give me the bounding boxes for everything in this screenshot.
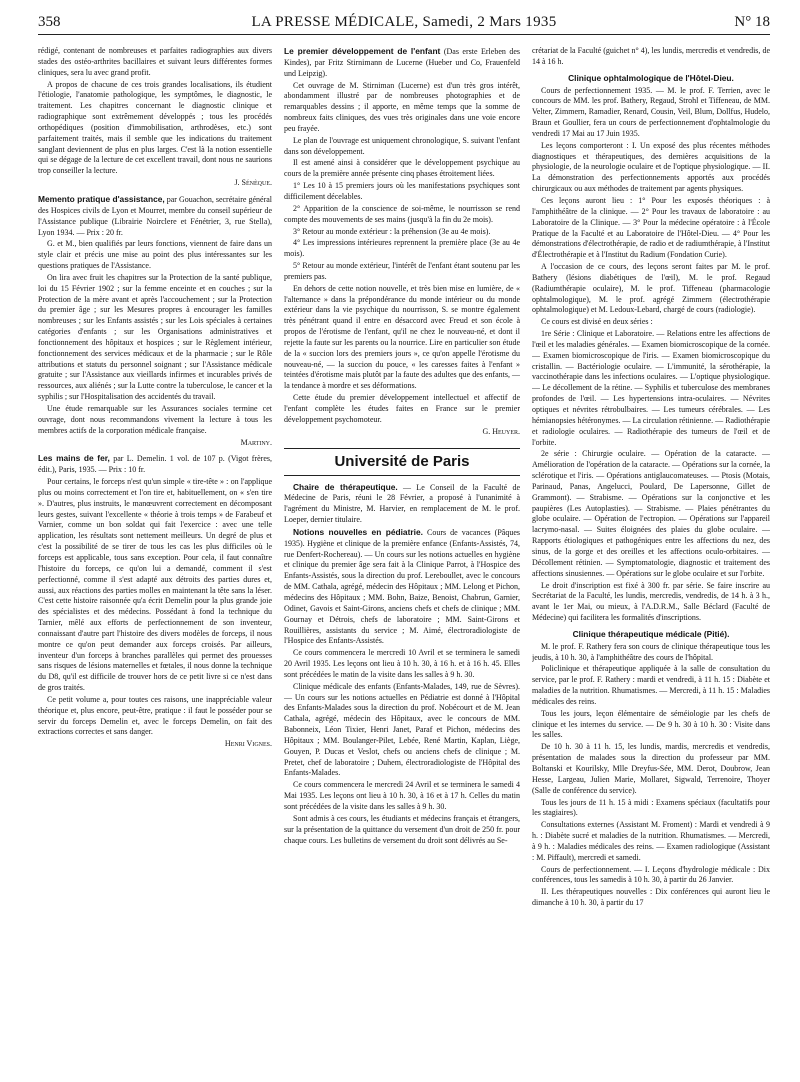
paragraph: Le plan de l'ouvrage est uniquement chronologique, S. suivant l'enfant dans son développement. xyxy=(284,135,520,156)
page-number: 358 xyxy=(38,14,61,30)
review-title: Le premier développement de l'enfant xyxy=(284,46,441,56)
news-title: Chaire de thérapeutique. xyxy=(293,481,398,492)
column-left xyxy=(38,46,272,1076)
review-title: Les mains de fer, xyxy=(38,453,110,464)
news-title: Notions nouvelles en pédiatrie. xyxy=(293,526,423,537)
review-reference: (Das erste Erleben des Kindes), par Fritz Stirnimann de Lucerne (Hueber und Co, Frauenfeld und Leipzig). xyxy=(284,47,520,78)
paragraph: A l'occasion de ce cours, des leçons seront faites par M. le prof. Bathery (lésions diabétiques de l'œil), M. le prof. Regaud (Radiumthérapie oculaire), M. le prof. Tiffeneau (pharmacologie ophtalmologique), M. le prof. agrégé Zimmern (électrothérapie ophtalmologique) et M. Ledoux-Lebard, chargé de cours (radiologie). xyxy=(532,262,770,315)
paragraph: Tous les jours, leçon élémentaire de séméiologie par les chefs de clinique et les internes du service. — De 9 h. 30 à 10 h. 30 : Visite dans les salles. xyxy=(532,708,770,740)
issue-number: N° 18 xyxy=(734,14,770,30)
paragraph: 2e série : Chirurgie oculaire. — Opération de la cataracte. — Amélioration de l'opération de la cataracte. — Opérations sur la cornée, la sclérotique et l'iris. — Opérations antiglaucomateuses. — Ptosis (Motais, Parinaud, Panas, Angelucci, Poulard, De Lapersonne, Gillet de Grammont). — Strabisme. — Opérations sur la conjonctive et les paupières (Les Autoplasties). — Strabisme. — Plaies pénétrantes du globe oculaire. — Opération de l'ectropion. — Opérations sur l'appareil lacrymo-nasal. — Suites éloignées des plaies du globe oculaire. — Rapports étiologiques et pathogéniques entre les affections du nez, des sinus, de la gorge et des oreilles et les affections oculo-orbitaires. — Décollement rétinien. — Symptomatologie, diagnostic et traitement des affections sinusiennes. — Opérations sur le globe oculaire et sur l'orbite. xyxy=(532,449,770,578)
paragraph: De 10 h. 30 à 11 h. 15, les lundis, mardis, mercredis et vendredis, présentation de malades sous la direction du professeur par MM. Boltanski et Kourilsky, Mlle Dreyfus-Sée, MM. Derot, Doubrow, Jean Hesse, Largeau, Julien Marie, Mollaret, Sigwald, Terrenoire, Thoyer (Salle de conférence du service). xyxy=(532,742,770,795)
paragraph: Policlinique et thérapeutique appliquée à la salle de consultation du service, par le prof. F. Rathery : mardi et vendredi, à 11 h. 15 : Diabète et maladies de la nutrition. Rhumatismes. — Mercredi, à 11 h. 15 : Maladies médicales des reins. xyxy=(532,664,770,706)
review-reference: par L. Demelin. 1 vol. de 107 p. (Vigot frères, édit.), Paris, 1935. — Prix : 10 fr. xyxy=(38,454,272,475)
paragraph: Les leçons comporteront : I. Un exposé des plus récentes méthodes diagnostiques et thérapeutiques, des dernières acquisitions de la physiologie, de la neurologie oculaire et de l'optique physiologique. — II. La démonstration des perfectionnements apportés aux procédés chirurgicaux ou aux méthodes de traitement par agents physiques. xyxy=(532,140,770,194)
signature: Martiny. xyxy=(240,437,272,447)
paragraph: II. Les thérapeutiques nouvelles : Dix conférences qui auront lieu le dimanche à 10 h. 30, à partir du 17 xyxy=(532,887,770,908)
signature: Henri Vignes. xyxy=(224,739,272,749)
section-title-universite: Université de Paris xyxy=(284,448,520,476)
paragraph: Ce cours commencera le mercredi 24 Avril et se terminera le samedi 4 Mai 1935. Les leçons ont lieu à 10 h. 30, à 16 et à 17 h. Celles du matin sont précédées de la visite dans les salles à 9 h. 30. xyxy=(284,780,520,811)
review-heading xyxy=(284,46,520,80)
paragraph: Pour certains, le forceps n'est qu'un simple « tire-tête » : on l'applique plus ou moins correctement et l'on tire et, habituellement, on « s'en tire ». D'autres, plus instruits, le manœuvrent correctement en décomposant leurs gestes, suivant l'excellente « théorie à trois temps » de Farabeuf et Varnier, comme un bon soldat qui fait l'exercice : avec une telle application, les résultats sont nettement meilleurs. Un degré de plus et c'est la possibilité de se tirer de tous les cas les plus difficiles où le forceps est applicable, tous sans exception. Pour cela, il faut connaître l'histoire du forceps, ce qu'on lui a demandé, comment il s'est perfectionné, comme il s'est adapté aux détroits des parties dures et, aussi, aux réactions des parties molles en maintenant la tête sans la léser. C'est cette histoire raisonnée qu'a écrit Demelin pour la plus grande joie des spécialistes et des médecins. Possédant à fond la technique du Tarnier, mêlé aux efforts de perfectionnement de son inventeur, connaissant d'autre part l'histoire des divers modèles de forceps, il nous montre ce qu'on peut demander aux forceps croisés. Par ailleurs, inventeur d'un forceps à branches parallèles qui permet des prouesses sans risques de lésions maternelles et fœtales, il nous donne la technique du D8, qu'il est difficile de trouver hors de ce petit livre si ce n'est dans de gros traités. xyxy=(38,477,272,693)
review-heading xyxy=(38,194,272,238)
paragraph: 1re Série : Clinique et Laboratoire. — Relations entre les affections de l'œil et les maladies générales. — Examen biomicroscopique de la cornée. — Examen biomicroscopique de l'iris. — Examen biomicroscopique du cristallin. — Bactériologie oculaire. — L'immunité, la sérothérapie, la vaccinothérapie dans les infections oculaires. — L'optique physiologique. — Le décollement de la rétine. — Syphilis et tuberculose des membranes profondes de l'œil. — Les hypertensions intra-oculaires. — Névrites optiques et névrites rétrobulbaires. — Les tumeurs cérébrales. — Les hémianopsies hétéronymes. — La circulation rétinienne. — Radiothérapie et radiologie oculaires. — Radiothérapie des tumeurs de l'œil et de l'orbite. xyxy=(532,329,770,447)
paragraph: crétariat de la Faculté (guichet n° 4), les lundis, mercredis et vendredis, de 14 à 16 h. xyxy=(532,46,770,66)
paragraph: 5° Retour au monde extérieur, l'intérêt de l'enfant étant soutenu par les premiers pas. xyxy=(284,261,520,281)
paragraph: En dehors de cette notion nouvelle, et très bien mise en lumière, de « l'alternance » dans la prépondérance du monde intérieur ou du monde extérieur dans la vie psychique du nourrisson, S. se montre également très pénétrant quand il entre en désaccord avec Freud et son école à propos de l'érotisme de l'enfant, qu'il ne chez le nouveau-né, et dont il rejette la faute sur les parents ou la nourrice. Lire en particulier son étude de la « succion lors des premiers jours », ce qu'on appelle l'érotisme du nouveau-né, — la succion du pouce, « les caresses faites à l'enfant » teintées d'érotisme mais plutôt par la faute des adultes que des enfants, — la tendance à mordre et ses déformations. xyxy=(284,283,520,391)
paragraph: G. et M., bien qualifiés par leurs fonctions, viennent de faire dans un style clair et précis une mise au point des plus intéressantes sur les questions pratiques de l'Assistance. xyxy=(38,239,272,271)
paragraph: A propos de chacune de ces trois grandes localisations, ils étudient l'étiologie, l'anatomie pathologique, les symptômes, le diagnostic, le traitement. Les chapitres concernant le diagnostic clinique et radiographique sont extrêmement développés ; tous les procédés orthopédiques (position d'immobilisation, arthrodèses, etc.) sont parfaitement traités, mais il semble que les indications du traitement sanglant deviennent de plus en plus larges. C'est là la notion essentielle qui se dégage de la lecture de cet excellent travail, dont nous ne saurions trop conseiller la lecture. xyxy=(38,79,272,176)
paragraph: 3° Retour au monde extérieur : la préhension (3e au 4e mois). xyxy=(293,226,491,236)
paragraph: Cours de perfectionnement 1935. — M. le prof. F. Terrien, avec le concours de MM. les prof. Bathery, Regaud, Strohl et Tiffeneau, de MM. Velter, Zimmern, Ramadier, Renard, Cousin, Veil, Blum, Dollfus, Hudelo, Braun et Goullier, fera un cours de perfectionnement d'ophtalmologie du vendredi 17 Mai au 17 Juin 1935. xyxy=(532,85,770,138)
running-header xyxy=(38,12,770,36)
review-heading xyxy=(38,453,272,476)
paragraph: Le droit d'inscription est fixé à 300 fr. par série. Se faire inscrire au Secrétariat de la Faculté, les lundis, mercredis, vendredis, de 14 h. à 3 h., avant le 1er Mai, ou mieux, à l'A.D.R.M., Salle Béclard (Faculté de Médecine) qui facilitera les formalités d'inscriptions. xyxy=(532,580,770,623)
paragraph: Sont admis à ces cours, les étudiants et médecins français et étrangers, sur la présentation de la quittance du versement d'un droit de 250 fr. pour chaque cours. Les bulletins de versement du droit sont délivrés au Se- xyxy=(284,813,520,845)
news-title: Clinique thérapeutique médicale (Pitié). xyxy=(572,628,730,639)
paragraph: Ce cours est divisé en deux séries : xyxy=(541,317,653,327)
signature: J. Sénèque. xyxy=(234,178,272,188)
review-reference: par Gouachon, secrétaire général des Hospices civils de Lyon et Mourret, membre du conseil supérieur de l'Assistance publique (Librairie Noirclere et Fénétrier, 3, rue Stella), Lyon 1934. — Prix : 20 fr. xyxy=(38,194,272,237)
paragraph: 4° Les impressions intérieures reprennent la première place (3e au 4e mois). xyxy=(284,238,520,259)
news-item xyxy=(284,482,520,526)
paragraph: Ce petit volume a, pour toutes ces raisons, une inappréciable valeur théorique et, plus encore, peut-être, pratique : il faut le posséder pour se servir du forceps Demelin et, avec le forceps Demelin, on fait des extractions correctes et sans danger. xyxy=(38,694,272,737)
paragraph: 1° Les 10 à 15 premiers jours où les manifestations psychiques sont difficilement décelables. xyxy=(284,181,520,201)
paragraph: Consultations externes (Assistant M. Froment) : Mardi et vendredi à 9 h. : Diabète sucré et maladies de la nutrition. Rhumatismes. — Mercredi, à 9 h. : Maladies médicales des reins. — Examen radiologique (Assistant : M. Piffault), mercredi et samedi. xyxy=(532,820,770,862)
news-title: Clinique ophtalmologique de l'Hôtel-Dieu. xyxy=(568,72,734,83)
journal-title: LA PRESSE MÉDICALE, Samedi, 2 Mars 1935 xyxy=(251,14,557,30)
paragraph: rédigé, contenant de nombreuses et parfaites radiographies aux divers stades des ostéo-arthrites bacillaires et suivant leurs différentes formes cliniques, sera lu avec grand profit. xyxy=(38,46,272,77)
header-rule xyxy=(38,34,770,35)
paragraph: Cet ouvrage de M. Stirniman (Lucerne) est d'un très gros intérêt, abondamment illustré par de nombreuses photographies et de remarquables dessins ; il apporte, en même temps que la somme de nombreux faits cliniques, des vues très originales dans une voie encore peu frayée. xyxy=(284,80,520,133)
paragraph: Ce cours commencera le mercredi 10 Avril et se terminera le samedi 20 Avril 1935. Les leçons ont lieu à 10 h. 30, à 16 h. et à 16 h. 45. Elles sont précédées le matin de la visite dans les salles à 9 h. 30. xyxy=(284,648,520,679)
column-right xyxy=(532,46,770,1076)
review-title: Memento pratique d'assistance, xyxy=(38,193,165,204)
paragraph: Tous les jours de 11 h. 15 à midi : Examens spéciaux (facultatifs pour les stagiaires). xyxy=(532,797,770,818)
paragraph: Cette étude du premier développement intellectuel et affectif de l'enfant complète les études faites en France sur le premier développement psychomoteur. xyxy=(284,393,520,424)
paragraph: Cours de perfectionnement. — I. Leçons d'hydrologie médicale : Dix conférences, tous les samedis à 10 h. 30, à partir du 26 Janvier. xyxy=(532,864,770,885)
paragraph: Clinique médicale des enfants (Enfants-Malades, 149, rue de Sèvres). — Un cours sur les notions actuelles en Pédiatrie est donné à l'Hôpital des Enfants-Malades sous la direction du prof. Nobécourt et de M. Jean Cathala, agrégé, médecin des Hôpitaux, avec le concours de MM. Babonneix, Léon Tixier, Henri Janet, Paraf et Pichon, médecins des Hôpitaux ; MM. Boulanger-Pilet, Lebée, René Martin, Kaplan, Liège, Gouyen, P. Ducas et Veslot, chefs ou anciens chefs de clinique ; M. Pretet, chef de laboratoire ; Duhem, électroradiologiste de l'Hôpital des Enfants-Malades. xyxy=(284,681,520,778)
news-body: — Le Conseil de la Faculté de Médecine de Paris, réuni le 28 Février, a proposé à l'unanimité à l'agrément du Ministre, M. Harvier, en remplacement de M. le prof. Loeper, dernier titulaire. xyxy=(284,482,520,525)
signature: G. Heuyer. xyxy=(482,426,520,436)
paragraph: Ces leçons auront lieu : 1° Pour les exposés théoriques : à l'amphithéâtre de la clinique. — 2° Pour les travaux de laboratoire : au Laboratoire de la Clinique. — 3° Pour la médecine opératoire : à l'École Pratique de la Faculté et au Laboratoire de l'Hôtel-Dieu. — 4° Pour les démonstrations d'électrothérapie, de radio et de radiumthérapie, à l'Institut d'Électrothérapie et à l'Institut du Radium (Fondation Curie). xyxy=(532,195,770,260)
news-body: Cours de vacances (Pâques 1935). Hygiène et clinique de la première enfance (Enfants-Assistés, 74, rue Denfert-Rochereau). — Un cours sur les notions actuelles en hygiène et clinique du premier âge sera fait à la Clinique Parrot, à l'Hospice des Enfants-Assistés, sous la direction du prof. Lereboullet, avec le concours de MM. Cathala, agrégé, médecin des Hôpitaux ; MM. Lelong et Pichon, médecins des Hôpitaux ; MM. Bohn, Baize, Benoist, Chabrun, Garnier, Odinet, Gavois et Saint-Girons, anciens chefs et chefs de clinique ; MM. Gournay et Détrois, chefs de laboratoire ; MM. Saint-Girons et Rouillières, assistants du service ; M. Aimé, électroradiologiste de l'Hospice des Enfants-Assistés. xyxy=(284,527,520,646)
news-item xyxy=(284,527,520,647)
paragraph: Il est amené ainsi à considérer que le développement psychique au cours de la première année présente cinq phases étroitement liées. xyxy=(284,158,520,179)
paragraph: 2° Apparition de la conscience de soi-même, le nourrisson se rend compte des mouvements de ses mains (jusqu'à la fin du 2e mois). xyxy=(284,203,520,224)
paragraph: Une étude remarquable sur les Assurances sociales termine cet ouvrage, dont nous recommandons vivement la lecture à tous les membres actifs de la corporation médicale française. xyxy=(38,404,272,435)
paragraph: M. le prof. F. Rathery fera son cours de clinique thérapeutique tous les jeudis, à 10 h. 30, à l'amphithéâtre des cours de l'hôpital. xyxy=(532,641,770,662)
column-middle xyxy=(284,46,520,1076)
paragraph: On lira avec fruit les chapitres sur la Protection de la santé publique, loi du 15 Février 1902 ; sur la femme enceinte et en couches ; sur la Protection de la mère avant et après l'accouchement ; sur la Protection du premier âge ; sur les Mesures propres à encourager les familles nombreuses ; sur les Enfants assistés ; sur les Lois spéciales à certaines catégories d'enfants ; sur les Organisations administratives et fonctionnement des hôpitaux et hospices ; sur le Règlement intérieur, fonctionnement des services médicaux et de la pharmacie ; sur le Rôle attributions et statuts du personnel soignant ; sur l'Assistance médicale gratuite ; sur l'Assistance aux vieillards infirmes et incurables privés de ressources, aux aliénés ; sur la Lutte contre la tuberculose, le cancer et la syphilis ; sur l'Hospitalisation des accidentés du travail. xyxy=(38,272,272,402)
